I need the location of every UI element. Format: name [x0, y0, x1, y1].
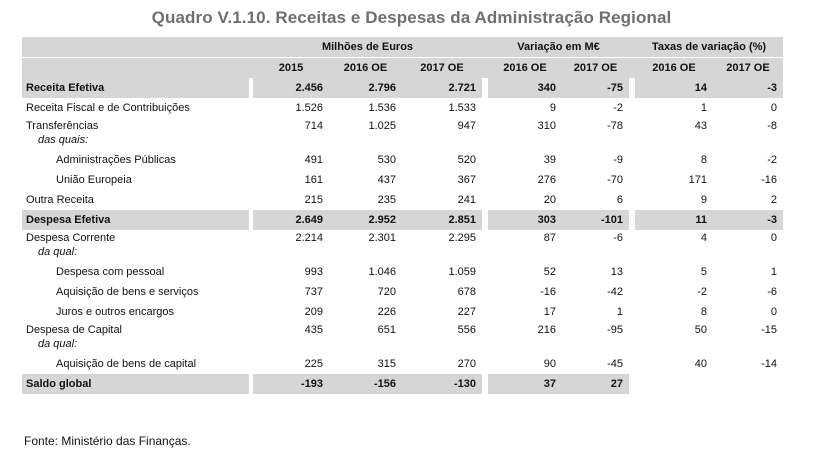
- table-cell: 8: [700, 154, 707, 166]
- table-row: [22, 78, 783, 98]
- table-cell: 1.025: [368, 120, 396, 132]
- row-label: [22, 118, 249, 150]
- table-cell: 678: [457, 286, 476, 298]
- header-col: 2016 OE: [329, 58, 402, 79]
- table-cell: 2.649: [253, 210, 329, 230]
- row-label: Juros e outros encargos: [56, 306, 175, 318]
- table-cell: 2: [770, 194, 777, 206]
- table-cell: 14: [635, 78, 713, 98]
- table-cell: -14: [761, 358, 777, 370]
- table-cell: -130: [402, 374, 482, 394]
- table-row: [22, 282, 783, 302]
- table-cell: 2.301: [368, 232, 396, 244]
- table-row: [22, 354, 783, 374]
- table-row: [22, 98, 783, 118]
- table-cell: -15: [761, 324, 777, 336]
- table-cell: 340: [488, 78, 562, 98]
- table-cell: 90: [543, 358, 556, 370]
- table-cell: 1: [700, 102, 707, 114]
- table-cell: 1.536: [368, 102, 396, 114]
- table-cell: -78: [607, 120, 623, 132]
- table-cell: 737: [304, 286, 323, 298]
- table-cell: -95: [607, 324, 623, 336]
- table-row: [22, 302, 783, 322]
- header-col: 2017 OE: [562, 58, 629, 79]
- table-cell: 27: [562, 374, 629, 394]
- table-cell: -6: [767, 286, 777, 298]
- table-cell: 2.721: [402, 78, 482, 98]
- table-cell: 43: [694, 120, 707, 132]
- table-row: [22, 170, 783, 190]
- table-cell: -9: [613, 154, 623, 166]
- table-cell: 556: [457, 324, 476, 336]
- table-row: [22, 374, 783, 394]
- table-cell: [635, 374, 713, 394]
- header-group-variation: Variação em M€: [488, 37, 629, 58]
- table-cell: -156: [329, 374, 402, 394]
- table-cell: 37: [488, 374, 562, 394]
- table-cell: -101: [562, 210, 629, 230]
- row-label: Saldo global: [22, 374, 249, 394]
- row-label: Aquisição de bens e serviços: [56, 286, 199, 298]
- row-label: Receita Efetiva: [22, 78, 249, 98]
- table-row: [22, 322, 783, 354]
- header-group-millions: Milhões de Euros: [253, 37, 482, 58]
- table-cell: 227: [457, 306, 476, 318]
- table-cell: 1: [616, 306, 623, 318]
- source-note: Fonte: Ministério das Finanças.: [24, 434, 191, 448]
- table-cell: -16: [761, 174, 777, 186]
- table-cell: 491: [304, 154, 323, 166]
- row-label-sub: da qual:: [38, 246, 78, 258]
- table-cell: 215: [304, 194, 323, 206]
- table-cell: -3: [713, 78, 783, 98]
- table-cell: 437: [377, 174, 396, 186]
- table-cell: 5: [700, 266, 707, 278]
- row-label: Outra Receita: [26, 194, 94, 206]
- row-label: [22, 322, 249, 354]
- table-cell: -2: [697, 286, 707, 298]
- table-cell: 367: [457, 174, 476, 186]
- table-cell: -193: [253, 374, 329, 394]
- row-label: União Europeia: [56, 174, 132, 186]
- table-row: [22, 210, 783, 230]
- row-label: Despesa Efetiva: [22, 210, 249, 230]
- table-cell: 651: [377, 324, 396, 336]
- table-cell: 40: [694, 358, 707, 370]
- table-cell: 8: [700, 306, 707, 318]
- table-cell: 520: [457, 154, 476, 166]
- table-cell: 993: [304, 266, 323, 278]
- row-label-main: Despesa de Capital: [26, 324, 123, 336]
- table-cell: 9: [700, 194, 707, 206]
- table-cell: 1.046: [368, 266, 396, 278]
- table-cell: 39: [543, 154, 556, 166]
- table-cell: 52: [543, 266, 556, 278]
- table-cell: -75: [562, 78, 629, 98]
- table-cell: 435: [304, 324, 323, 336]
- table-cell: -6: [613, 232, 623, 244]
- table-cell: 270: [457, 358, 476, 370]
- table-cell: 0: [770, 232, 777, 244]
- table-cell: 1: [770, 266, 777, 278]
- header-col: 2016 OE: [635, 58, 713, 79]
- table-cell: 13: [610, 266, 623, 278]
- table-row: [22, 262, 783, 282]
- table-cell: 11: [635, 210, 713, 230]
- table-cell: 310: [537, 120, 556, 132]
- table-cell: 161: [304, 174, 323, 186]
- table-title: Quadro V.1.10. Receitas e Despesas da Administração Regional: [151, 8, 672, 27]
- table-cell: 303: [488, 210, 562, 230]
- header-group-rates: Taxas de variação (%): [635, 37, 783, 58]
- table-cell: 947: [457, 120, 476, 132]
- table-cell: 20: [543, 194, 556, 206]
- table-cell: 216: [537, 324, 556, 336]
- table-cell: 17: [543, 306, 556, 318]
- table-row: [22, 190, 783, 210]
- row-label-sub: das quais:: [38, 134, 89, 146]
- table-cell: 2.295: [448, 232, 476, 244]
- table-cell: 2.851: [402, 210, 482, 230]
- header-col: 2017 OE: [402, 58, 482, 79]
- row-label: Administrações Públicas: [56, 154, 176, 166]
- table-cell: 50: [694, 324, 707, 336]
- table-cell: 0: [770, 306, 777, 318]
- table-cell: -8: [767, 120, 777, 132]
- table-row: [22, 150, 783, 170]
- table-cell: -2: [767, 154, 777, 166]
- table-cell: 0: [770, 102, 777, 114]
- table-cell: 6: [616, 194, 623, 206]
- header-blank: [22, 37, 249, 58]
- table-cell: 714: [304, 120, 323, 132]
- header-col: 2017 OE: [713, 58, 783, 79]
- header-row-years: [22, 58, 783, 79]
- table-cell: 235: [377, 194, 396, 206]
- table-cell: 2.456: [253, 78, 329, 98]
- table-cell: -16: [540, 286, 556, 298]
- data-table: [22, 37, 783, 394]
- row-label-main: Despesa Corrente: [26, 232, 116, 244]
- header-row-groups: [22, 37, 783, 58]
- row-label-sub: da qual:: [38, 338, 78, 350]
- table-cell: 4: [700, 232, 707, 244]
- table-cell: -3: [713, 210, 783, 230]
- table-cell: 226: [377, 306, 396, 318]
- table-cell: -2: [613, 102, 623, 114]
- table-cell: [713, 374, 783, 394]
- table-cell: 1.059: [448, 266, 476, 278]
- table-cell: 720: [377, 286, 396, 298]
- table-cell: 171: [688, 174, 707, 186]
- table-cell: 315: [377, 358, 396, 370]
- table-cell: 530: [377, 154, 396, 166]
- table-cell: -45: [607, 358, 623, 370]
- table-cell: 2.952: [329, 210, 402, 230]
- row-label: Aquisição de bens de capital: [56, 358, 197, 370]
- table-cell: 2.214: [295, 232, 323, 244]
- row-label: Receita Fiscal e de Contribuições: [26, 102, 190, 114]
- row-label: [22, 230, 249, 262]
- table-cell: -70: [607, 174, 623, 186]
- table-cell: 2.796: [329, 78, 402, 98]
- table-cell: 9: [549, 102, 556, 114]
- row-label-main: Transferências: [26, 120, 99, 132]
- header-col: 2016 OE: [488, 58, 562, 79]
- table-cell: 87: [543, 232, 556, 244]
- header-col: 2015: [253, 58, 329, 79]
- table-cell: 1.533: [448, 102, 476, 114]
- table-cell: 209: [304, 306, 323, 318]
- table-cell: 276: [537, 174, 556, 186]
- table-cell: 241: [457, 194, 476, 206]
- table-row: [22, 118, 783, 150]
- table-cell: 1.526: [295, 102, 323, 114]
- table-cell: -42: [607, 286, 623, 298]
- table-row: [22, 230, 783, 262]
- table-cell: 225: [304, 358, 323, 370]
- row-label: Despesa com pessoal: [56, 266, 165, 278]
